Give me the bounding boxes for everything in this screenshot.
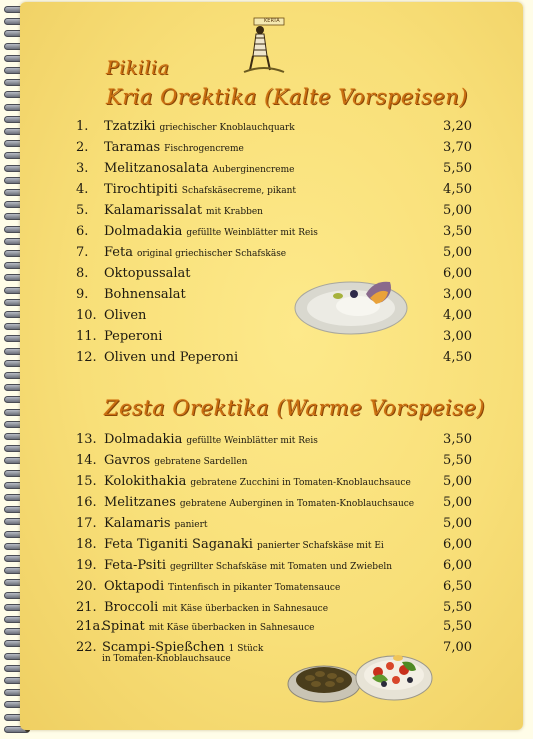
item-title: Peperoni <box>104 329 163 344</box>
item-price: 6,00 <box>443 558 472 573</box>
item-number: 3. <box>76 161 89 176</box>
menu-item <box>76 224 472 244</box>
item-description: mit Käse überbacken in Sahnesauce <box>162 604 329 614</box>
item-description: paniert <box>174 520 208 530</box>
menu-item <box>76 287 472 307</box>
item-number: 2. <box>76 140 89 155</box>
item-number: 1. <box>76 119 89 134</box>
item-title: Oliven <box>104 308 147 323</box>
menu-item <box>76 161 472 181</box>
item-number: 7. <box>76 245 89 260</box>
item-price: 5,50 <box>443 619 472 634</box>
item-name <box>104 350 238 365</box>
item-title: Taramas <box>104 140 161 155</box>
item-name <box>104 140 244 155</box>
item-description: Schafskäsecreme, pikant <box>181 186 296 196</box>
item-name <box>104 329 162 344</box>
menu-item <box>76 245 472 265</box>
item-description: gebratene Auberginen in Tomaten-Knoblauchsauce <box>179 499 415 509</box>
item-number: 8. <box>76 266 89 281</box>
item-price: 3,00 <box>443 329 472 344</box>
item-price: 6,00 <box>443 537 472 552</box>
greek-figure-logo-icon <box>240 16 288 74</box>
item-name <box>104 537 384 552</box>
item-number: 5. <box>76 203 89 218</box>
item-price: 5,00 <box>443 516 472 531</box>
menu-item <box>76 579 472 599</box>
section-title-cold: Kria Orektika (Kalte Vorspeisen) <box>106 85 468 109</box>
item-name <box>104 453 247 468</box>
item-number: 10. <box>76 308 97 323</box>
menu-item <box>76 329 472 349</box>
item-description: Auberginencreme <box>212 165 295 175</box>
item-description: griechischer Knoblauchquark <box>159 123 295 133</box>
item-name <box>104 266 191 281</box>
item-title: Melitzanosalata <box>104 161 209 176</box>
item-number: 6. <box>76 224 89 239</box>
item-description: gebratene Zucchini in Tomaten-Knoblauchsauce <box>190 478 411 488</box>
item-name <box>104 119 295 134</box>
item-number: 12. <box>76 350 97 365</box>
item-number: 4. <box>76 182 89 197</box>
item-price: 5,50 <box>443 453 472 468</box>
item-number: 19. <box>76 558 97 573</box>
item-price: 5,00 <box>443 495 472 510</box>
item-title: Kalamarissalat <box>104 203 203 218</box>
menu-item <box>76 474 472 494</box>
item-name <box>104 182 296 197</box>
item-name <box>104 558 392 573</box>
item-title: Oktopussalat <box>104 266 191 281</box>
item-name <box>102 640 263 655</box>
item-title: Broccoli <box>104 600 159 615</box>
item-title: Melitzanes <box>104 495 176 510</box>
item-name <box>102 619 314 634</box>
menu-item <box>76 558 472 578</box>
menu-item <box>76 140 472 160</box>
item-title: Dolmadakia <box>104 224 183 239</box>
menu-item <box>76 432 472 452</box>
item-price: 3,50 <box>443 432 472 447</box>
item-description: original griechischer Schafskäse <box>136 249 287 259</box>
menu-item <box>76 495 472 515</box>
item-description: Fischrogencreme <box>164 144 244 154</box>
item-description: Tintenfisch in pikanter Tomatensauce <box>168 583 341 593</box>
item-description-line2: in Tomaten-Knoblauchsauce <box>102 654 231 664</box>
item-name <box>104 516 208 531</box>
menu-item <box>76 308 472 328</box>
item-title: Feta Tiganiti Saganaki <box>104 537 253 552</box>
item-price: 7,00 <box>443 640 472 655</box>
item-name <box>104 432 318 447</box>
item-title: Scampi-Spießchen <box>102 640 225 655</box>
item-title: Bohnensalat <box>104 287 186 302</box>
item-number: 13. <box>76 432 97 447</box>
section-title-warm: Zesta Orektika (Warme Vorspeise) <box>104 396 486 420</box>
item-price: 3,00 <box>443 287 472 302</box>
section-title-pikilia: Pikilia <box>106 57 170 79</box>
item-number: 9. <box>76 287 89 302</box>
menu-item <box>76 350 472 370</box>
item-price: 5,00 <box>443 474 472 489</box>
item-title: Oliven und Peperoni <box>104 350 239 365</box>
item-name <box>104 287 186 302</box>
item-title: Kolokithakia <box>104 474 187 489</box>
item-price: 4,50 <box>443 182 472 197</box>
item-description: mit Käse überbacken in Sahnesauce <box>148 623 315 633</box>
item-price: 6,50 <box>443 579 472 594</box>
menu-item <box>76 537 472 557</box>
menu-item <box>76 182 472 202</box>
item-description: mit Krabben <box>206 207 263 217</box>
menu-item <box>76 516 472 536</box>
item-price: 4,00 <box>443 308 472 323</box>
item-number: 15. <box>76 474 97 489</box>
item-name <box>104 203 263 218</box>
item-description: panierter Schafskäse mit Ei <box>256 541 384 551</box>
item-number: 17. <box>76 516 97 531</box>
menu-item <box>76 266 472 286</box>
item-name <box>104 161 294 176</box>
item-number: 21a. <box>76 619 105 634</box>
menu-item <box>76 600 472 620</box>
item-number: 16. <box>76 495 97 510</box>
item-title: Feta <box>104 245 133 260</box>
item-title: Spinat <box>102 619 145 634</box>
item-description: 1 Stück <box>228 644 264 654</box>
item-price: 5,50 <box>443 161 472 176</box>
menu-item <box>76 119 472 139</box>
item-name <box>104 579 340 594</box>
logo-label: KERTA <box>264 18 280 24</box>
item-number: 14. <box>76 453 97 468</box>
item-description: gefüllte Weinblätter mit Reis <box>186 228 318 238</box>
item-price: 5,00 <box>443 203 472 218</box>
menu-item <box>76 203 472 223</box>
item-price: 5,50 <box>443 600 472 615</box>
item-number: 18. <box>76 537 97 552</box>
item-description: gebratene Sardellen <box>154 457 248 467</box>
item-price: 5,00 <box>443 245 472 260</box>
item-title: Gavros <box>104 453 151 468</box>
item-title: Tzatziki <box>104 119 156 134</box>
item-title: Kalamaris <box>104 516 171 531</box>
item-name <box>104 224 318 239</box>
item-price: 3,50 <box>443 224 472 239</box>
item-price: 4,50 <box>443 350 472 365</box>
item-name <box>104 600 328 615</box>
plate-illustration <box>292 272 410 336</box>
menu-item <box>76 453 472 473</box>
item-name <box>104 245 286 260</box>
item-title: Feta-Psiti <box>104 558 166 573</box>
item-price: 6,00 <box>443 266 472 281</box>
item-price: 3,20 <box>443 119 472 134</box>
item-description: gefüllte Weinblätter mit Reis <box>186 436 318 446</box>
item-title: Oktapodi <box>104 579 165 594</box>
item-name <box>104 474 411 489</box>
item-number: 11. <box>76 329 97 344</box>
item-number: 20. <box>76 579 97 594</box>
item-name <box>104 495 414 510</box>
item-price: 3,70 <box>443 140 472 155</box>
item-description: gegrillter Schafskäse mit Tomaten und Zwiebeln <box>169 562 393 572</box>
item-name <box>104 308 146 323</box>
item-title: Tirochtipiti <box>104 182 178 197</box>
item-title: Dolmadakia <box>104 432 183 447</box>
item-number: 21. <box>76 600 97 615</box>
food-plates-illustration <box>286 640 434 706</box>
item-number: 22. <box>76 640 97 655</box>
menu-item <box>76 619 472 639</box>
